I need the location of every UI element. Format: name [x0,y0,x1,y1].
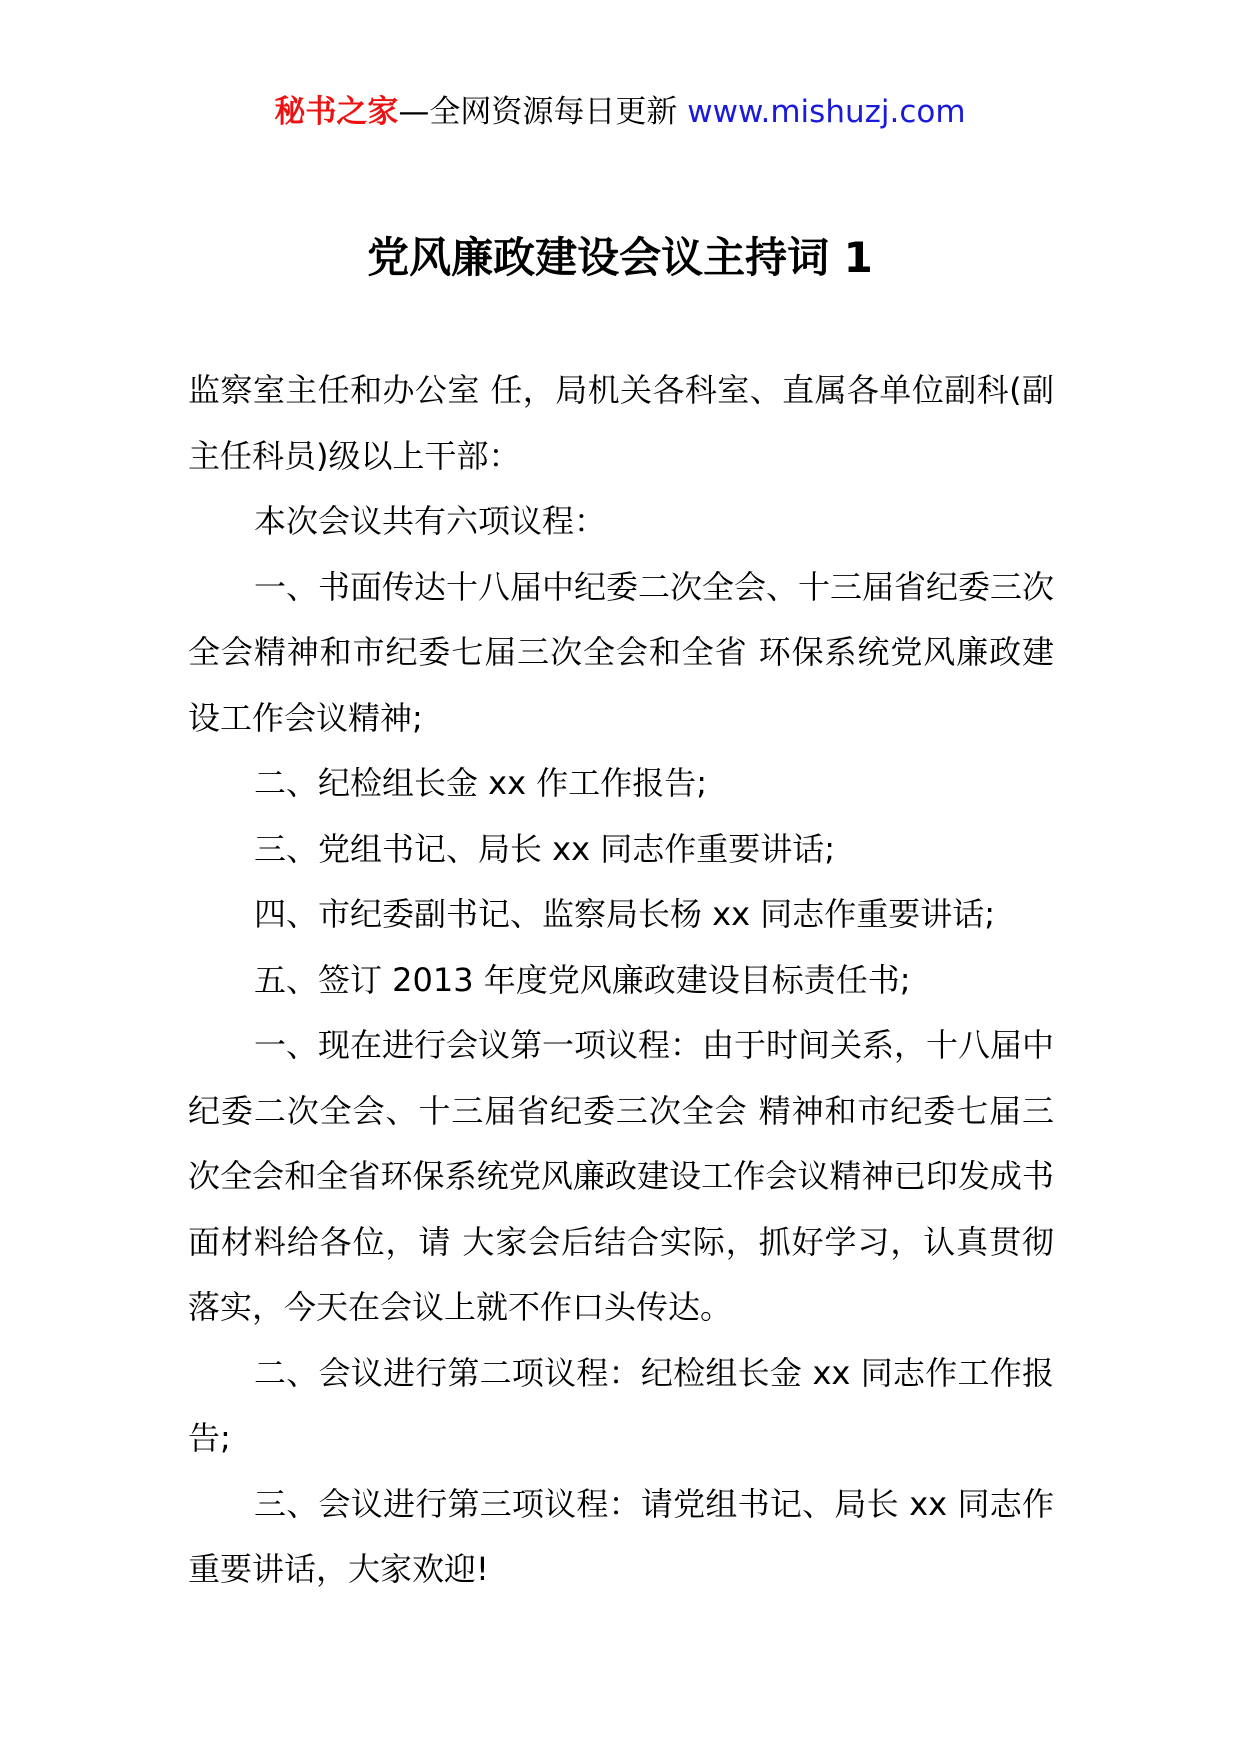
proceeding-item-1: 一、现在进行会议第一项议程：由于时间关系，十八届中纪委二次全会、十三届省纪委三次全会 精神和市纪委七届三次全会和全省环保系统党风廉政建设工作会议精神已印发成书面材料给各位，请 大家会后结合实际，抓好学习，认真贯彻落实，今天在会议上就不作口头传达。 [188,1026,1055,1326]
site-tagline: —全网资源每日更新 [398,94,678,130]
site-header [0,90,1240,134]
salutation-paragraph: 监察室主任和办公室 任，局机关各科室、直属各单位副科(副主任科员)级以上干部： [188,371,1054,475]
site-url-link[interactable]: www.mishuzj.com [687,94,966,130]
proceeding-item-2: 二、会议进行第二项议程：纪检组长金 xx 同志作工作报告; [188,1353,1054,1457]
document-title: 党风廉政建设会议主持词 1 [367,233,873,282]
agenda-item-2: 二、纪检组长金 xx 作工作报告; [254,764,708,802]
agenda-item-1: 一、书面传达十八届中纪委二次全会、十三届省纪委三次全会精神和市纪委七届三次全会和全省 环保系统党风廉政建设工作会议精神; [188,567,1055,737]
document-body [188,358,1054,1603]
agenda-item-5: 五、签订 2013 年度党风廉政建设目标责任书; [254,960,911,999]
site-brand: 秘书之家 [274,94,399,130]
proceeding-item-3: 三、会议进行第三项议程：请党组书记、局长 xx 同志作重要讲话，大家欢迎! [188,1484,1054,1588]
agenda-item-4: 四、市纪委副书记、监察局长杨 xx 同志作重要讲话; [254,895,996,933]
agenda-item-3: 三、党组书记、局长 xx 同志作重要讲话; [254,829,836,868]
agenda-intro-paragraph: 本次会议共有六项议程： [254,502,607,540]
